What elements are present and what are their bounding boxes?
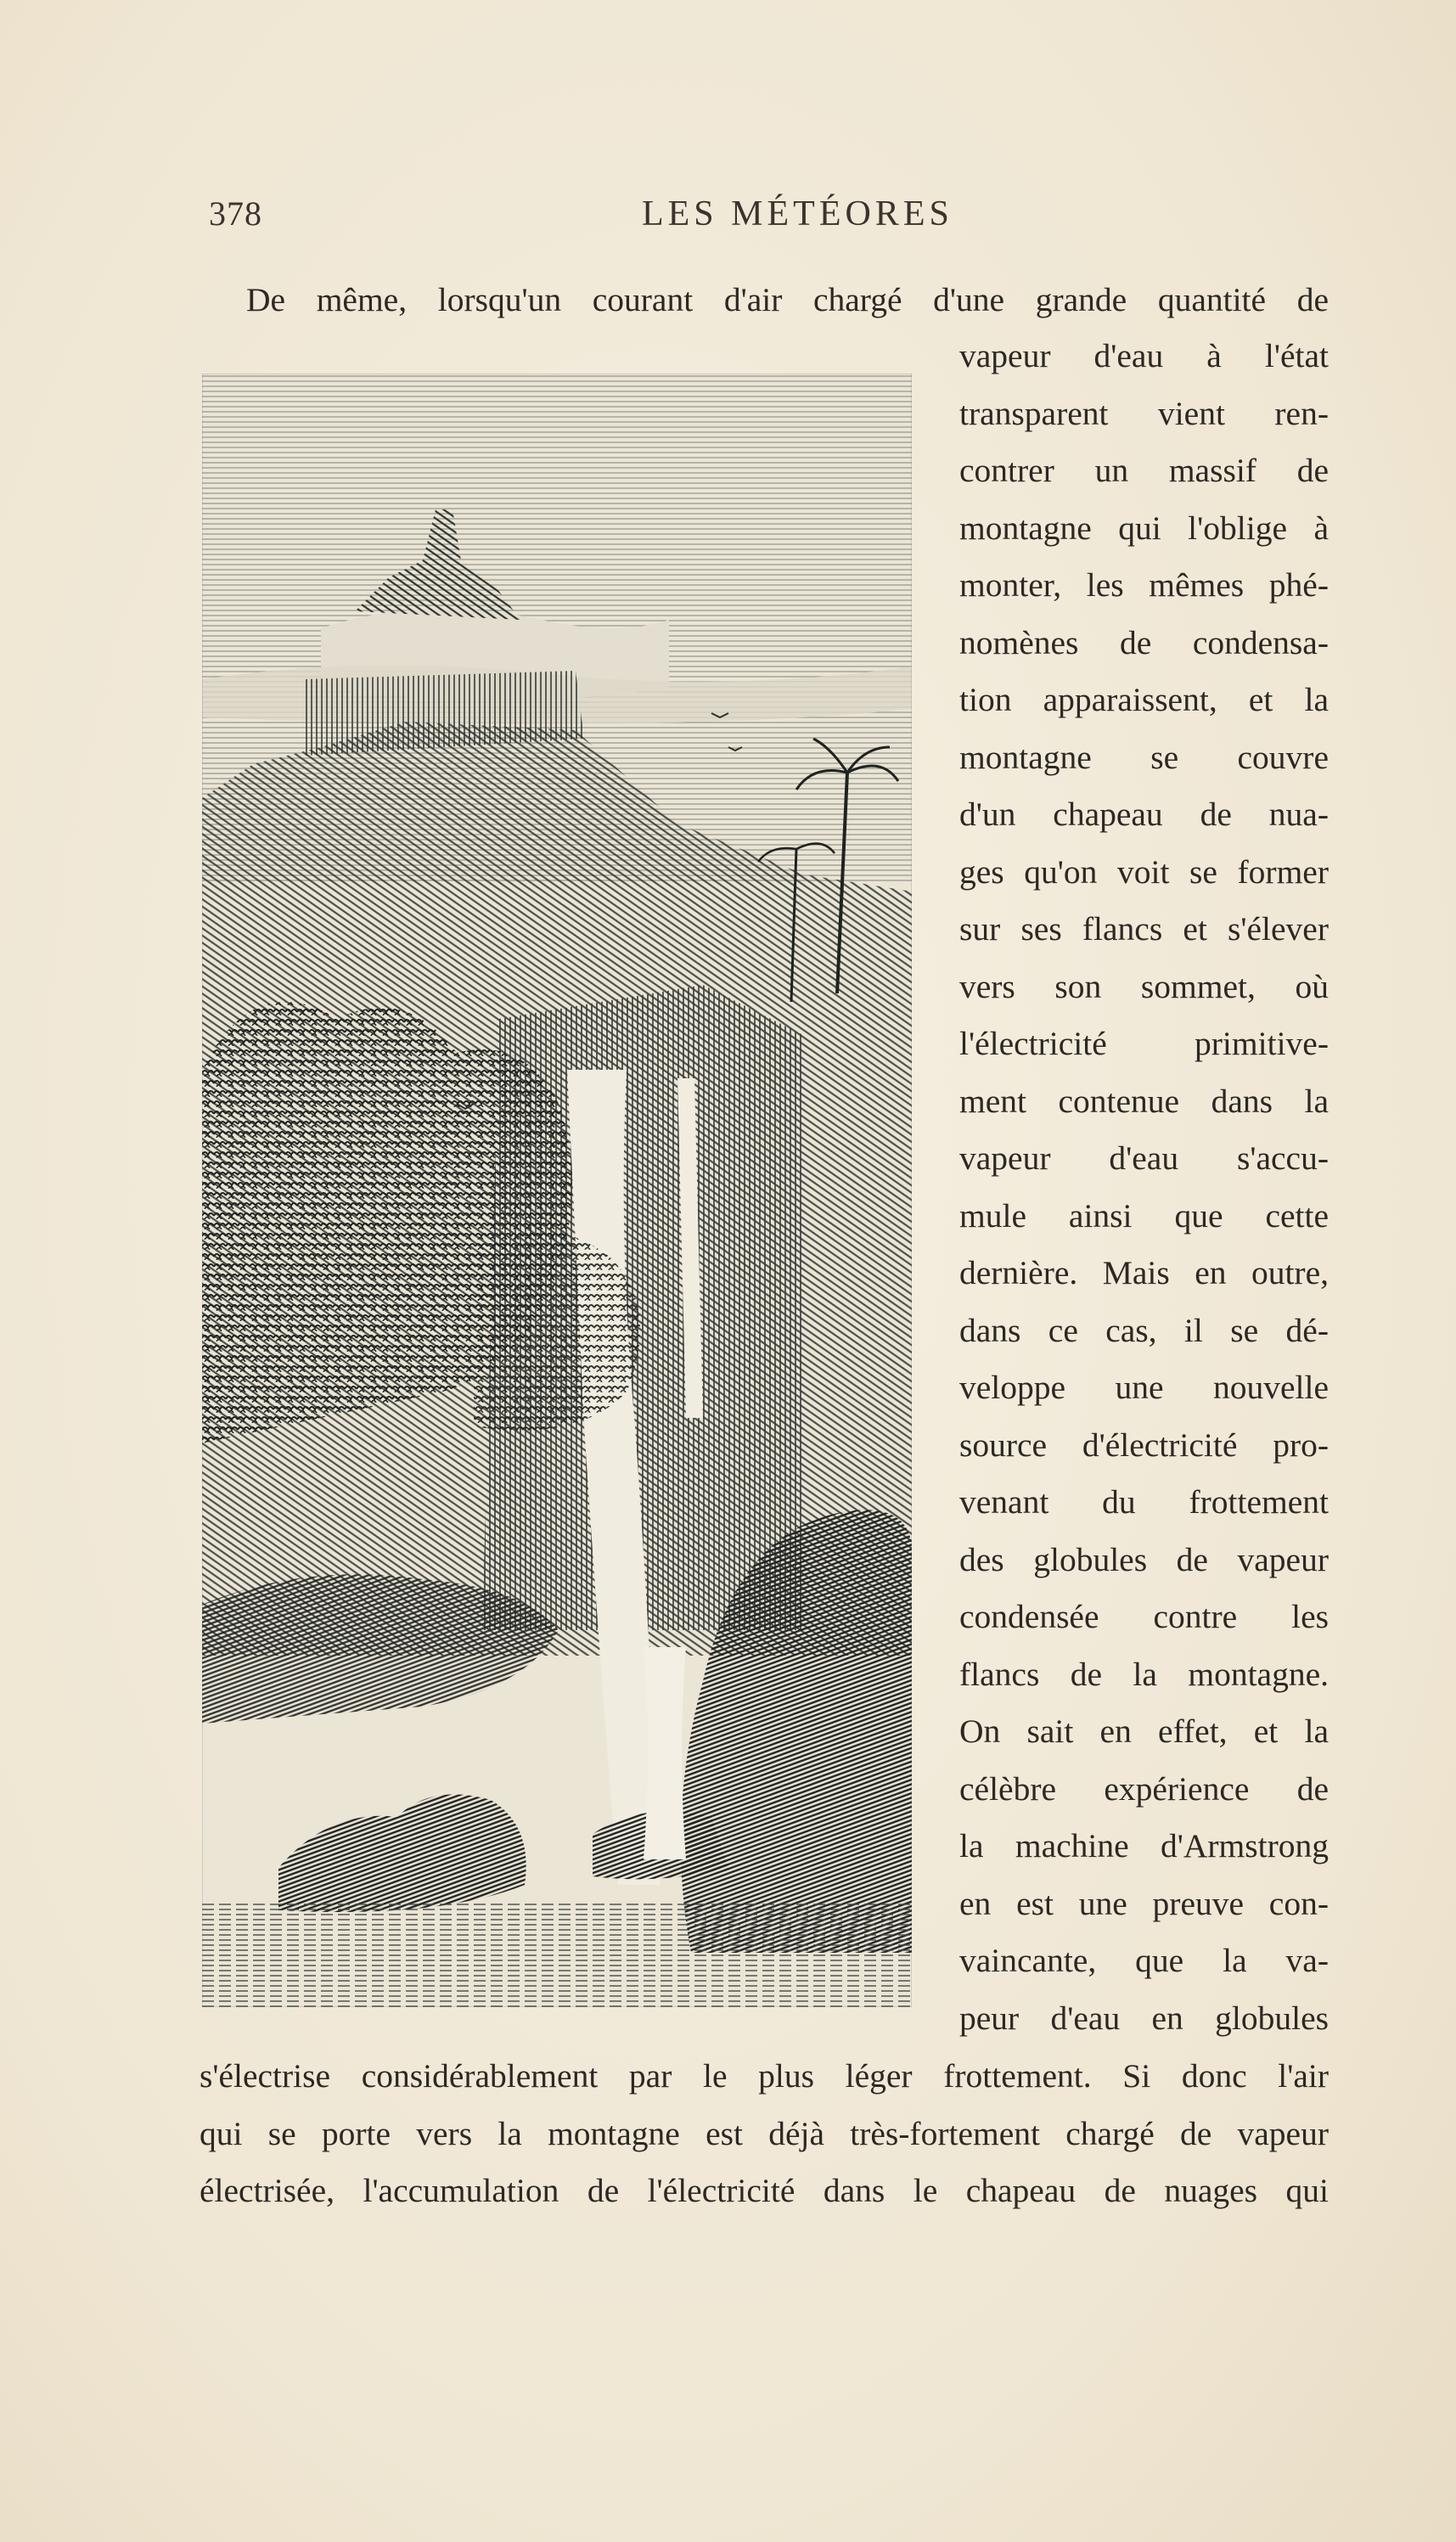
column-line: tion apparaissent, et la <box>959 681 1329 718</box>
column-line: peur d'eau en globules <box>959 1999 1329 2037</box>
column-line: ment contenue dans la <box>959 1082 1329 1120</box>
column-line: veloppe une nouvelle <box>959 1369 1329 1406</box>
column-line: venant du frottement <box>959 1483 1329 1521</box>
column-line: montagne se couvre <box>959 738 1329 776</box>
column-line: d'un chapeau de nua- <box>959 796 1329 833</box>
column-line: transparent vient ren- <box>959 394 1329 432</box>
column-line: vaincante, que la va- <box>959 1942 1329 1979</box>
column-line: montagne qui l'oblige à <box>959 509 1329 547</box>
column-line: la machine d'Armstrong <box>959 1827 1329 1864</box>
body-line: s'électrise considérablement par le plus léger frottement. Si donc l'air <box>200 2057 1329 2095</box>
first-line: De même, lorsqu'un courant d'air chargé d'une grande quantité de <box>246 281 1329 318</box>
body-line: électrisée, l'accumulation de l'électricité dans le chapeau de nuages qui <box>200 2172 1329 2209</box>
column-line: vers son sommet, où <box>959 967 1329 1005</box>
column-line: On sait en effet, et la <box>959 1712 1329 1750</box>
column-line: ges qu'on voit se former <box>959 852 1329 891</box>
column-line: sur ses flancs et s'élever <box>959 910 1329 948</box>
waterfall-engraving <box>202 374 912 2007</box>
column-line: condensée contre les <box>959 1598 1329 1635</box>
column-line: nomènes de condensa- <box>959 623 1329 661</box>
body-line: qui se porte vers la montagne est déjà très-fortement chargé de vapeur <box>200 2114 1329 2152</box>
column-line: mule ainsi que cette <box>959 1196 1329 1234</box>
column-line: dans ce cas, il se dé- <box>959 1311 1329 1349</box>
column-line: vapeur d'eau à l'état <box>959 337 1329 374</box>
column-line: vapeur d'eau s'accu- <box>959 1139 1329 1177</box>
column-line: dernière. Mais en outre, <box>959 1254 1329 1291</box>
column-line: source d'électricité pro- <box>959 1426 1329 1464</box>
page-number: 378 <box>209 194 262 233</box>
column-line: en est une preuve con- <box>959 1884 1329 1922</box>
column-line: flancs de la montagne. <box>959 1655 1329 1693</box>
column-line: célèbre expérience de <box>959 1769 1329 1808</box>
running-title: LES MÉTÉORES <box>642 194 953 233</box>
column-line: des globules de vapeur <box>959 1540 1329 1578</box>
running-head <box>209 194 1330 245</box>
column-line: contrer un massif de <box>959 452 1329 489</box>
column-line: l'électricité primitive- <box>959 1025 1329 1062</box>
column-line: monter, les mêmes phé- <box>959 566 1329 604</box>
